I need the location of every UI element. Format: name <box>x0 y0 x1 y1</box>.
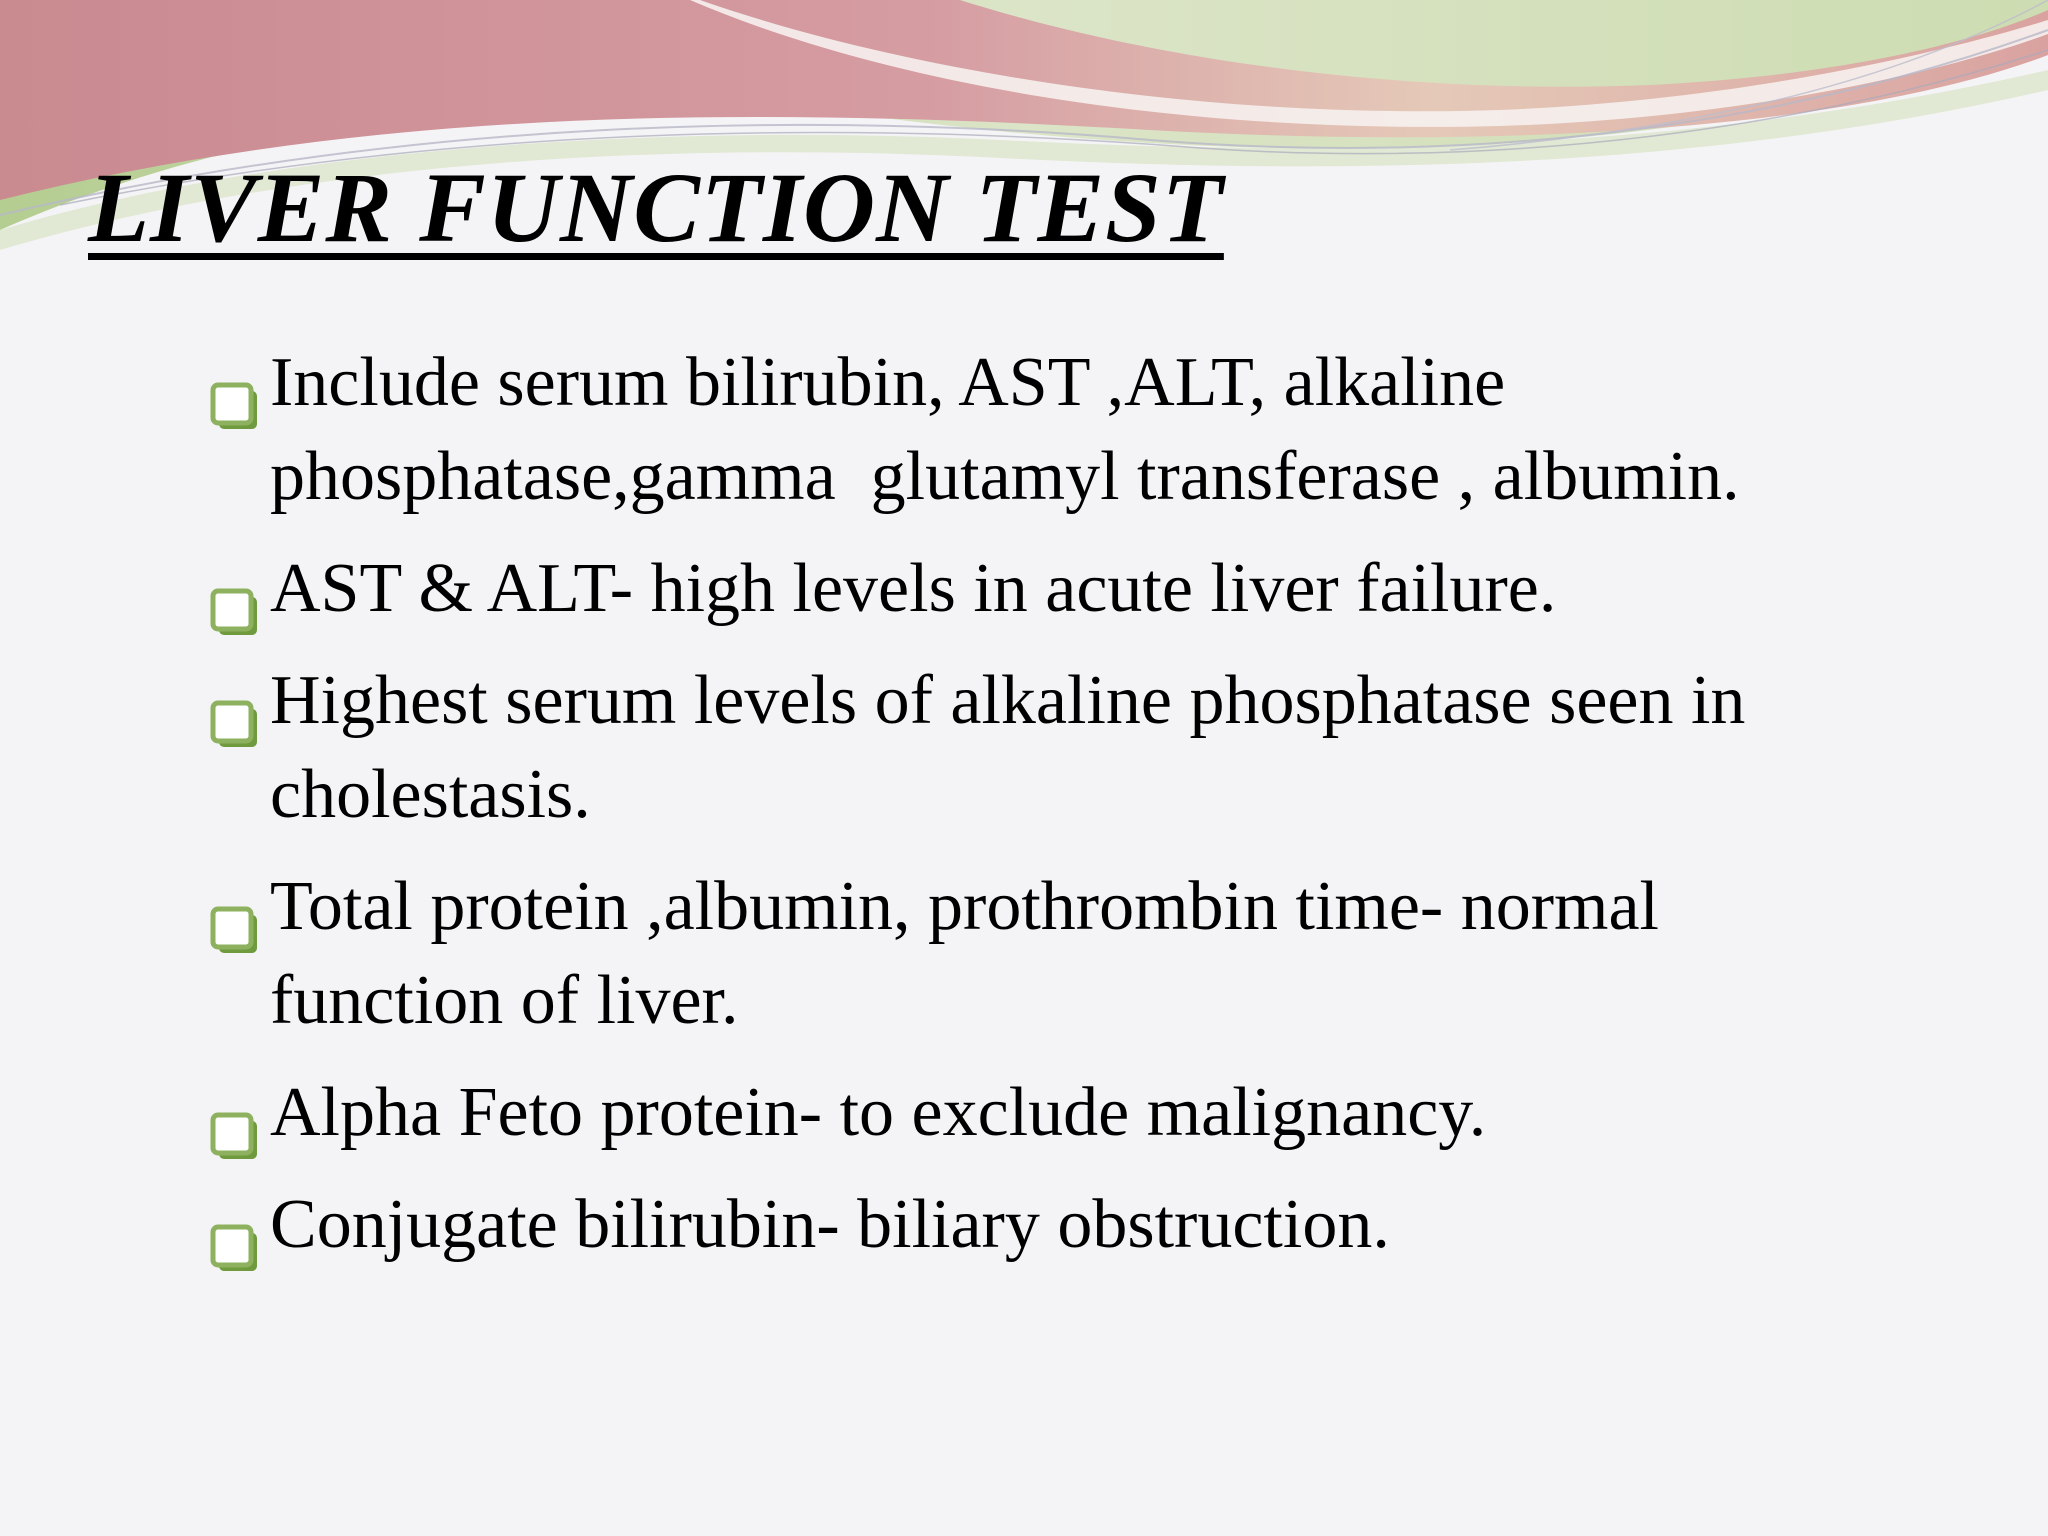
bullet-text: Conjugate bilirubin- biliary obstruction. <box>270 1186 1390 1263</box>
bullet-item <box>210 1066 2010 1160</box>
hollow-square-checkbox-icon <box>210 1093 260 1143</box>
bullet-item <box>210 860 2010 1048</box>
bullet-item <box>210 654 2010 842</box>
hollow-square-checkbox-icon <box>210 363 260 413</box>
hollow-square-checkbox-icon <box>210 569 260 619</box>
bullet-list <box>210 336 2010 1290</box>
bullet-text: Total protein ,albumin, prothrombin time- normal function of liver. <box>270 868 1659 1039</box>
bullet-text: Highest serum levels of alkaline phosphatase seen in cholestasis. <box>270 662 1746 833</box>
bullet-item <box>210 1178 2010 1272</box>
hollow-square-checkbox-icon <box>210 681 260 731</box>
bullet-text: Alpha Feto protein- to exclude malignancy. <box>270 1074 1487 1151</box>
hollow-square-checkbox-icon <box>210 887 260 937</box>
bullet-item <box>210 542 2010 636</box>
bullet-text: AST & ALT- high levels in acute liver failure. <box>270 550 1557 627</box>
slide-title: LIVER FUNCTION TEST <box>88 152 1224 263</box>
bullet-text: Include serum bilirubin, AST ,ALT, alkaline phosphatase,gamma glutamyl transferase , albumin. <box>270 344 1740 515</box>
hollow-square-checkbox-icon <box>210 1205 260 1255</box>
bullet-item <box>210 336 2010 524</box>
